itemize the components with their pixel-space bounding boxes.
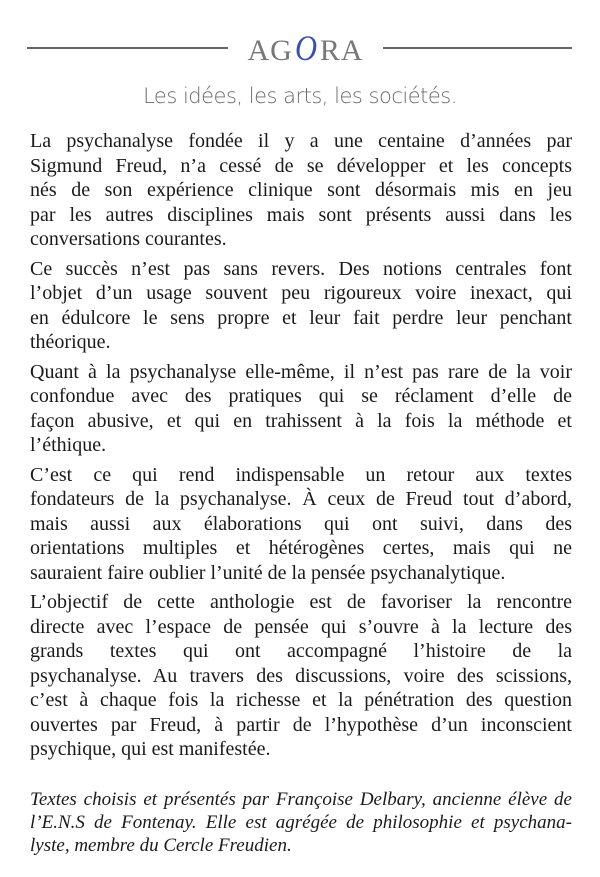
credit-line: lyste, membre du Cercle Freudien. [30,835,292,856]
logo-part: RA [319,34,364,67]
divider-right [383,47,572,49]
series-header [0,26,600,70]
paragraph [30,129,572,252]
text-line: grands textes qui ont accompagné l’histoire de la [30,640,572,662]
text-line: directe avec l’espace de pensée qui s’ouvre à la lecture des [30,615,572,638]
text-line: sauraient faire oublier l’unité de la pensée psychanalytique. [30,561,506,584]
text-line: c’est à chaque fois la richesse et la pénétration des question [30,689,572,711]
text-line: psychique, qui est manifestée. [30,738,271,760]
text-line: ouvertes par Freud, à partir de l’hypothèse d’un inconscient [30,713,572,736]
text-line: orientations multiples et hétérogènes certes, mais qui ne [30,537,572,559]
text-line: La psychanalyse fondée il y a une centaine d’années par [30,130,572,152]
text-line: psychanalyse. Au travers des discussions, voire des scissions, [30,664,572,687]
text-line: confondue avec des pratiques qui se réclament d’elle de [30,385,572,407]
text-line: nés de son expérience clinique sont désormais mis en jeu [30,179,572,201]
agora-logo [228,26,383,73]
text-line: Ce succès n’est pas sans revers. Des notions centrales font [30,257,572,280]
author-credit [30,788,572,857]
text-line: théorique. [30,331,111,353]
text-line: mais aussi aux élaborations qui ont suivi, dans des [30,512,572,535]
text-line: l’objet d’un usage souvent peu rigoureux voire inexact, qui [30,282,572,304]
text-line: l’éthique. [30,434,107,456]
paragraph [30,590,572,762]
text-line: conversations courantes. [30,228,227,250]
text-line: L’objectif de cette anthologie est de favoriser la rencontre [30,591,572,613]
paragraph [30,463,572,586]
text-line: fondateurs de la psychanalyse. À ceux de Freud tout d’abord, [30,488,572,510]
credit-line: Textes choisis et présentés par Françoise Delbary, ancienne élève de [30,789,572,810]
text-line: par les autres disciplines mais sont présents aussi dans les [30,203,572,226]
text-line: Sigmund Freud, n’a cessé de se développer et les concepts [30,154,572,177]
text-line: façon abusive, et qui en trahissent à la fois la méthode et [30,409,572,432]
blurb-body [30,129,572,767]
text-line: en édulcore le sens propre et leur fait perdre leur penchant [30,306,572,329]
text-line: Quant à la psychanalyse elle-même, il n’est pas rare de la voir [30,360,572,383]
text-line: C’est ce qui rend indispensable un retour aux textes [30,463,572,486]
paragraph [30,257,572,355]
logo-part: AG [247,34,293,67]
logo-o: O [294,28,318,68]
paragraph [30,360,572,458]
series-subtitle: Les idées, les arts, les sociétés. [143,84,457,108]
divider-left [27,47,228,49]
credit-line: l’E.N.S de Fontenay. Elle est agrégée de philosophie et psychana- [30,812,572,833]
